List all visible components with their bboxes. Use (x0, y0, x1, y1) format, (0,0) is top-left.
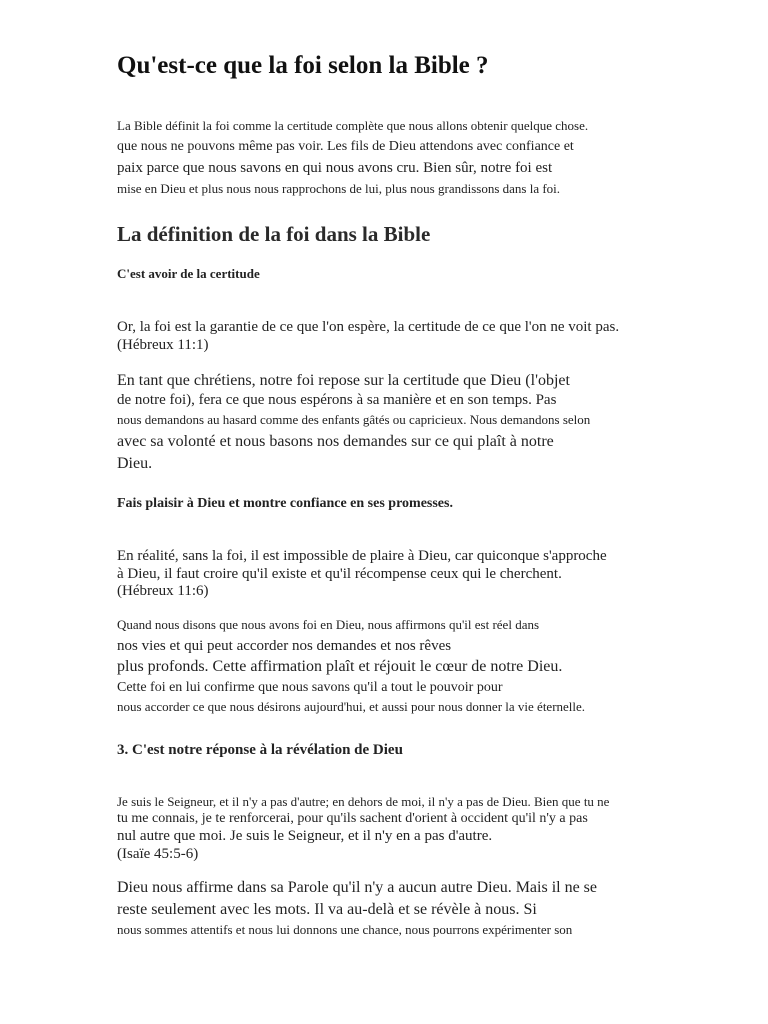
intro-line: paix parce que nous savons en qui nous avons cru. Bien sûr, notre foi est (117, 160, 553, 176)
verse-line: Je suis le Seigneur, et il n'y a pas d'autre; en dehors de moi, il n'y a pas de Dieu. Bien que tu ne (117, 794, 610, 809)
paragraph-line: Cette foi en lui confirme que nous savons qu'il a tout le pouvoir pour (117, 680, 503, 695)
paragraph-line: de notre foi), fera ce que nous espérons à sa manière et en son temps. Pas (117, 392, 557, 408)
verse-reference: (Hébreux 11:6) (117, 583, 209, 599)
paragraph-line: reste seulement avec les mots. Il va au-delà et se révèle à nous. Si (117, 901, 537, 918)
verse-line: à Dieu, il faut croire qu'il existe et qu'il récompense ceux qui le cherchent. (117, 566, 562, 582)
paragraph-line: nous demandons au hasard comme des enfants gâtés ou capricieux. Nous demandons selon (117, 412, 591, 427)
verse-line: En réalité, sans la foi, il est impossible de plaire à Dieu, car quiconque s'approche (117, 548, 607, 564)
verse-line: Or, la foi est la garantie de ce que l'on espère, la certitude de ce que l'on ne voit pas. (117, 319, 620, 335)
subheading-certitude: C'est avoir de la certitude (117, 266, 260, 281)
paragraph-line: nos vies et qui peut accorder nos demandes et nos rêves (117, 638, 452, 654)
paragraph-line: En tant que chrétiens, notre foi repose sur la certitude que Dieu (l'objet (117, 372, 570, 389)
paragraph-line: Quand nous disons que nous avons foi en Dieu, nous affirmons qu'il est réel dans (117, 617, 540, 632)
paragraph-line: nous sommes attentifs et nous lui donnons une chance, nous pourrons expérimenter son (117, 922, 573, 937)
intro-line: mise en Dieu et plus nous nous rapprochons de lui, plus nous grandissons dans la foi. (117, 181, 561, 196)
paragraph-line: Dieu. (117, 455, 153, 472)
intro-line: que nous ne pouvons même pas voir. Les fils de Dieu attendons avec confiance et (117, 139, 574, 154)
paragraph-line: Dieu nous affirme dans sa Parole qu'il n'y a aucun autre Dieu. Mais il ne se (117, 879, 598, 896)
verse-line: nul autre que moi. Je suis le Seigneur, et il n'y en a pas d'autre. (117, 828, 493, 844)
paragraph-line: plus profonds. Cette affirmation plaît et réjouit le cœur de notre Dieu. (117, 658, 563, 675)
paragraph-line: avec sa volonté et nous basons nos demandes sur ce qui plaît à notre (117, 433, 554, 450)
verse-reference: (Isaïe 45:5-6) (117, 846, 199, 862)
intro-line: La Bible définit la foi comme la certitude complète que nous allons obtenir quelque chose. (117, 118, 589, 133)
page-title: Qu'est-ce que la foi selon la Bible ? (117, 52, 489, 79)
verse-reference: (Hébreux 11:1) (117, 337, 209, 353)
section-heading-definition: La définition de la foi dans la Bible (117, 222, 431, 246)
subheading-revelation: 3. C'est notre réponse à la révélation de Dieu (117, 742, 403, 758)
paragraph-line: nous accorder ce que nous désirons aujourd'hui, et aussi pour nous donner la vie éternelle. (117, 699, 586, 714)
verse-line: tu me connais, je te renforcerai, pour qu'ils sachent d'orient à occident qu'il n'y a pas (117, 811, 588, 826)
subheading-plaisir: Fais plaisir à Dieu et montre confiance en ses promesses. (117, 496, 453, 511)
